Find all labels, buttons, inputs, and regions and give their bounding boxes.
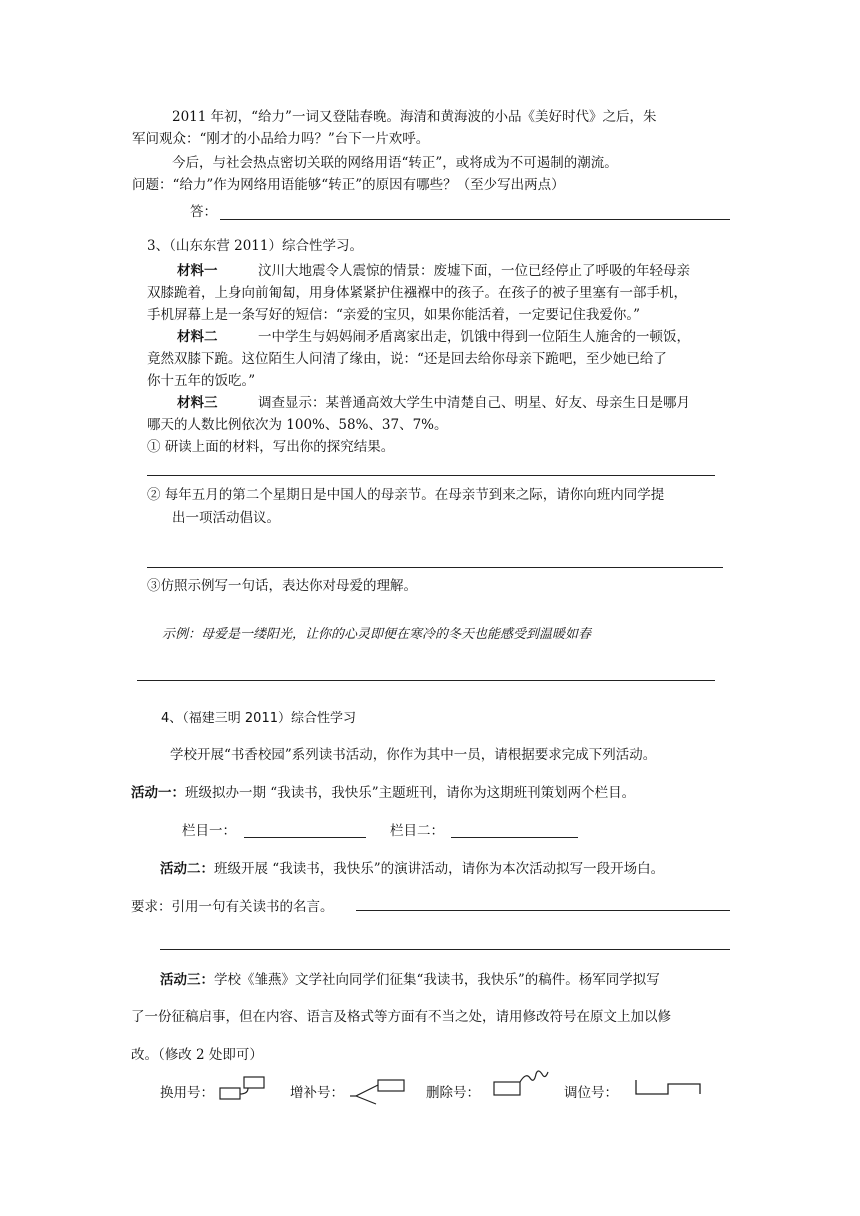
q3-heading: 3、（山东东营 2011）综合性学习。 bbox=[147, 238, 363, 254]
activity-3-line-2: 了一份征稿启事，但在内容、语言及格式等方面有不当之处，请用修改符号在原文上加以修 bbox=[131, 1009, 671, 1025]
activity-1-text: 班级拟办一期 “我读书，我快乐”主题班刊，请你为这期班刊策划两个栏目。 bbox=[185, 785, 636, 801]
column-2-input[interactable] bbox=[451, 837, 578, 838]
activity-2-answer-line-2[interactable] bbox=[160, 949, 730, 950]
material-1-label: 材料一 bbox=[177, 263, 218, 279]
activity-2-requirement: 要求：引用一句有关读书的名言。 bbox=[131, 899, 334, 915]
material-2-label: 材料二 bbox=[177, 329, 218, 345]
replace-symbol-icon bbox=[218, 1074, 268, 1104]
subq-2-answer-line[interactable] bbox=[147, 567, 723, 568]
activity-2-label: 活动二： bbox=[160, 861, 214, 877]
activity-1-label: 活动一： bbox=[131, 785, 185, 801]
material-1-line-3: 手机屏幕上是一条写好的短信：“亲爱的宝贝，如果你能活着，一定要记住我爱你。” bbox=[147, 307, 641, 323]
subq-3: ③仿照示例写一句话，表达你对母爱的理解。 bbox=[147, 578, 417, 594]
column-1-label: 栏目一： bbox=[182, 823, 236, 839]
subq-2-line-2: 出一项活动倡议。 bbox=[172, 510, 280, 526]
subq-3-example: 示例：母爱是一缕阳光，让你的心灵即便在寒冷的冬天也能感受到温暖如春 bbox=[162, 627, 592, 642]
activity-2-text: 班级开展 “我读书，我快乐”的演讲活动，请你为本次活动拟写一段开场白。 bbox=[214, 861, 665, 877]
material-3-line-1: 调查显示：某普通高效大学生中清楚自己、明星、好友、母亲生日是哪月 bbox=[258, 395, 690, 411]
intro-line-1: 2011 年初，“给力”一词又登陆春晚。海清和黄海波的小品《美好时代》之后，朱 bbox=[172, 109, 657, 125]
material-3-label: 材料三 bbox=[177, 395, 218, 411]
symbol-reorder-label: 调位号： bbox=[564, 1085, 618, 1101]
column-1-input[interactable] bbox=[244, 837, 366, 838]
intro-question: 问题：“给力”作为网络用语能够“转正”的原因有哪些？（至少写出两点） bbox=[132, 177, 565, 193]
answer-line[interactable] bbox=[220, 219, 730, 220]
material-3-line-2: 哪天的人数比例依次为 100%、58%、37、7%。 bbox=[147, 417, 448, 433]
activity-3-text: 学校《雏燕》文学社向同学们征集“我读书，我快乐”的稿件。杨军同学拟写 bbox=[214, 972, 660, 988]
symbol-replace-label: 换用号： bbox=[160, 1085, 214, 1101]
activity-2-answer-line-1[interactable] bbox=[356, 910, 730, 911]
column-2-label: 栏目二： bbox=[390, 823, 444, 839]
q4-intro: 学校开展“书香校园”系列读书活动，你作为其中一员，请根据要求完成下列活动。 bbox=[170, 747, 657, 763]
material-2-line-2: 竟然双膝下跪。这位陌生人问清了缘由，说：“还是回去给你母亲下跪吧，至少她已给了 bbox=[147, 351, 667, 367]
material-2-line-1: 一中学生与妈妈闹矛盾离家出走，饥饿中得到一位陌生人施舍的一顿饭， bbox=[258, 329, 690, 345]
subq-1-answer-line[interactable] bbox=[147, 475, 715, 476]
intro-line-2: 军问观众：“刚才的小品给力吗？”台下一片欢呼。 bbox=[132, 131, 430, 147]
activity-3-label: 活动三： bbox=[160, 972, 214, 988]
insert-symbol-icon bbox=[348, 1076, 408, 1106]
reorder-symbol-icon bbox=[632, 1078, 704, 1102]
q4-heading: 4、（福建三明 2011）综合性学习 bbox=[161, 711, 356, 726]
material-2-line-3: 你十五年的饭吃。” bbox=[147, 373, 256, 389]
material-1-line-1: 汶川大地震令人震惊的情景：废墟下面，一位已经停止了呼吸的年轻母亲 bbox=[258, 263, 690, 279]
symbol-delete-label: 删除号： bbox=[426, 1085, 480, 1101]
material-1-line-2: 双膝跪着，上身向前匍匐，用身体紧紧护住襁褓中的孩子。在孩子的被子里塞有一部手机， bbox=[147, 285, 687, 301]
intro-line-3: 今后，与社会热点密切关联的网络用语“转正”，或将成为不可遏制的潮流。 bbox=[172, 155, 618, 171]
subq-1: ① 研读上面的材料，写出你的探究结果。 bbox=[147, 439, 395, 455]
subq-2-line-1: ② 每年五月的第二个星期日是中国人的母亲节。在母亲节到来之际，请你向班内同学提 bbox=[147, 487, 665, 503]
answer-label: 答： bbox=[190, 204, 217, 220]
symbol-insert-label: 增补号： bbox=[290, 1085, 344, 1101]
activity-3-line-3: 改。（修改 2 处即可） bbox=[131, 1047, 263, 1063]
subq-3-answer-line[interactable] bbox=[137, 680, 715, 681]
delete-symbol-icon bbox=[490, 1068, 554, 1102]
